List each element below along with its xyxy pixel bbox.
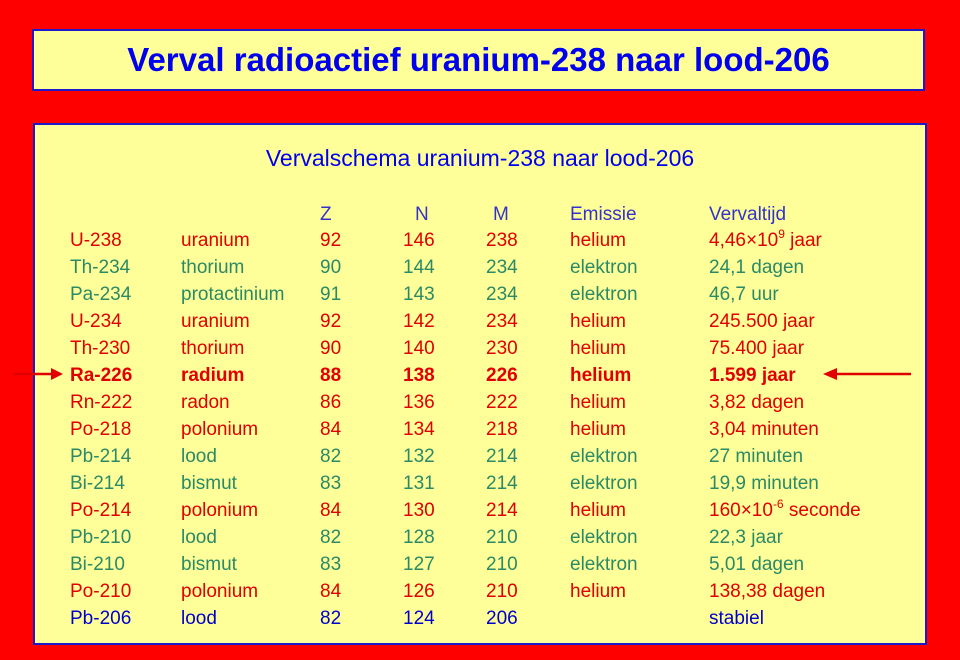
table-row	[35, 446, 925, 473]
cell-halflife	[709, 473, 819, 495]
cell-halflife	[709, 365, 796, 387]
table-row	[35, 365, 925, 392]
cell-halflife	[709, 284, 779, 306]
cell-symbol: Ra-226	[70, 365, 133, 386]
cell-symbol: Th-234	[70, 257, 131, 278]
left-arrow-icon	[13, 366, 65, 382]
cell-halflife	[709, 581, 825, 603]
table-row	[35, 554, 925, 581]
cell-n: 132	[403, 446, 435, 467]
cell-n: 130	[403, 500, 435, 521]
decay-table-panel	[33, 123, 927, 645]
halflife-value: 3,04 minuten	[709, 419, 819, 440]
halflife-value: 3,82 dagen	[709, 392, 805, 413]
cell-symbol: U-234	[70, 311, 122, 332]
cell-halflife	[709, 419, 819, 441]
cell-n: 138	[403, 365, 435, 386]
cell-m: 214	[486, 446, 518, 467]
cell-halflife	[709, 527, 783, 549]
halflife-value: 75.400 jaar	[709, 338, 805, 359]
cell-symbol: Pb-206	[70, 608, 132, 629]
table-row	[35, 227, 925, 257]
cell-name: uranium	[181, 311, 250, 332]
cell-m: 234	[486, 284, 518, 305]
cell-m: 214	[486, 473, 518, 494]
cell-z: 82	[320, 446, 342, 467]
cell-name: protactinium	[181, 284, 285, 305]
cell-emission: helium	[570, 392, 626, 413]
table-row	[35, 311, 925, 338]
cell-z: 84	[320, 581, 342, 602]
header-emission: Emissie	[570, 204, 637, 225]
cell-n: 144	[403, 257, 435, 278]
halflife-value: 4,46×10	[709, 230, 779, 251]
header-halflife: Vervaltijd	[709, 204, 787, 225]
halflife-value: 27 minuten	[709, 446, 804, 467]
cell-name: polonium	[181, 581, 259, 602]
cell-emission: elektron	[570, 554, 638, 575]
cell-n: 142	[403, 311, 435, 332]
cell-n: 126	[403, 581, 435, 602]
table-row	[35, 338, 925, 365]
halflife-value: 1.599 jaar	[709, 365, 796, 386]
cell-z: 84	[320, 419, 342, 440]
cell-z: 84	[320, 500, 342, 521]
cell-emission: elektron	[570, 473, 638, 494]
cell-m: 222	[486, 392, 518, 413]
cell-emission: helium	[570, 581, 626, 602]
title-box	[32, 29, 925, 91]
cell-z: 92	[320, 311, 342, 332]
cell-m: 210	[486, 554, 518, 575]
table-row	[35, 257, 925, 284]
cell-m: 214	[486, 500, 518, 521]
cell-m: 210	[486, 581, 518, 602]
table-subtitle: Vervalschema uranium-238 naar lood-206	[265, 145, 695, 171]
table-row	[35, 581, 925, 608]
cell-n: 146	[403, 230, 435, 251]
cell-name: uranium	[181, 230, 250, 251]
halflife-value: 22,3 jaar	[709, 527, 783, 548]
cell-halflife	[709, 446, 803, 468]
cell-n: 128	[403, 527, 435, 548]
table-header-row	[35, 204, 925, 231]
cell-z: 90	[320, 338, 342, 359]
cell-symbol: Po-218	[70, 419, 132, 440]
table-row	[35, 392, 925, 419]
table-row	[35, 473, 925, 500]
halflife-exponent: -6	[772, 497, 784, 511]
halflife-value: 160×10	[709, 500, 773, 521]
cell-name: bismut	[181, 554, 237, 575]
cell-m: 238	[486, 230, 518, 251]
cell-z: 86	[320, 392, 342, 413]
table-row	[35, 608, 925, 635]
cell-name: radium	[181, 365, 245, 386]
cell-m: 230	[486, 338, 518, 359]
cell-emission: elektron	[570, 284, 638, 305]
cell-halflife	[709, 311, 815, 333]
cell-name: lood	[181, 608, 217, 629]
cell-name: lood	[181, 527, 217, 548]
cell-symbol: Po-210	[70, 581, 132, 602]
cell-symbol: Bi-210	[70, 554, 125, 575]
halflife-value: 138,38 dagen	[709, 581, 826, 602]
cell-m: 218	[486, 419, 518, 440]
cell-halflife	[709, 257, 804, 279]
cell-emission: helium	[570, 338, 626, 359]
cell-name: thorium	[181, 338, 245, 359]
cell-z: 83	[320, 554, 342, 575]
cell-symbol: Bi-214	[70, 473, 125, 494]
cell-halflife	[709, 608, 764, 630]
cell-emission: elektron	[570, 446, 638, 467]
halflife-value: stabiel	[709, 608, 764, 629]
halflife-unit: seconde	[783, 500, 861, 521]
cell-symbol: Pb-214	[70, 446, 132, 467]
cell-name: polonium	[181, 419, 259, 440]
cell-z: 92	[320, 230, 342, 251]
cell-halflife	[709, 497, 861, 522]
cell-name: bismut	[181, 473, 237, 494]
cell-halflife	[709, 392, 804, 414]
cell-halflife	[709, 554, 804, 576]
right-arrow-icon	[823, 366, 913, 382]
cell-z: 91	[320, 284, 342, 305]
cell-m: 206	[486, 608, 518, 629]
cell-z: 90	[320, 257, 342, 278]
halflife-exponent: 9	[778, 227, 785, 241]
cell-name: radon	[181, 392, 230, 413]
halflife-value: 19,9 minuten	[709, 473, 819, 494]
cell-z: 82	[320, 527, 342, 548]
table-row	[35, 527, 925, 554]
cell-halflife	[709, 338, 804, 360]
halflife-value: 24,1 dagen	[709, 257, 805, 278]
cell-halflife	[709, 227, 822, 252]
table-row	[35, 419, 925, 446]
cell-z: 88	[320, 365, 342, 386]
cell-z: 83	[320, 473, 342, 494]
halflife-unit: jaar	[784, 230, 822, 251]
header-m: M	[493, 204, 509, 225]
cell-m: 234	[486, 311, 518, 332]
cell-m: 226	[486, 365, 518, 386]
table-row	[35, 497, 925, 527]
cell-n: 134	[403, 419, 435, 440]
cell-symbol: Rn-222	[70, 392, 133, 413]
cell-n: 131	[403, 473, 435, 494]
cell-n: 143	[403, 284, 435, 305]
cell-symbol: Pb-210	[70, 527, 132, 548]
cell-symbol: Th-230	[70, 338, 131, 359]
cell-n: 136	[403, 392, 435, 413]
cell-n: 127	[403, 554, 435, 575]
cell-symbol: Po-214	[70, 500, 132, 521]
cell-emission: elektron	[570, 257, 638, 278]
cell-emission: helium	[570, 311, 626, 332]
header-n: N	[415, 204, 429, 225]
cell-emission: helium	[570, 230, 626, 251]
cell-m: 210	[486, 527, 518, 548]
cell-emission: helium	[570, 365, 632, 386]
halflife-value: 245.500 jaar	[709, 311, 815, 332]
table-row	[35, 284, 925, 311]
cell-m: 234	[486, 257, 518, 278]
cell-symbol: Pa-234	[70, 284, 132, 305]
cell-name: lood	[181, 446, 217, 467]
cell-symbol: U-238	[70, 230, 122, 251]
cell-emission: helium	[570, 500, 626, 521]
cell-n: 124	[403, 608, 435, 629]
header-z: Z	[320, 204, 332, 225]
cell-emission: elektron	[570, 527, 638, 548]
halflife-value: 5,01 dagen	[709, 554, 805, 575]
cell-n: 140	[403, 338, 435, 359]
cell-name: thorium	[181, 257, 245, 278]
page-title: Verval radioactief uranium-238 naar lood-206	[127, 41, 830, 78]
cell-emission: helium	[570, 419, 626, 440]
cell-z: 82	[320, 608, 342, 629]
cell-name: polonium	[181, 500, 259, 521]
halflife-value: 46,7 uur	[709, 284, 779, 305]
